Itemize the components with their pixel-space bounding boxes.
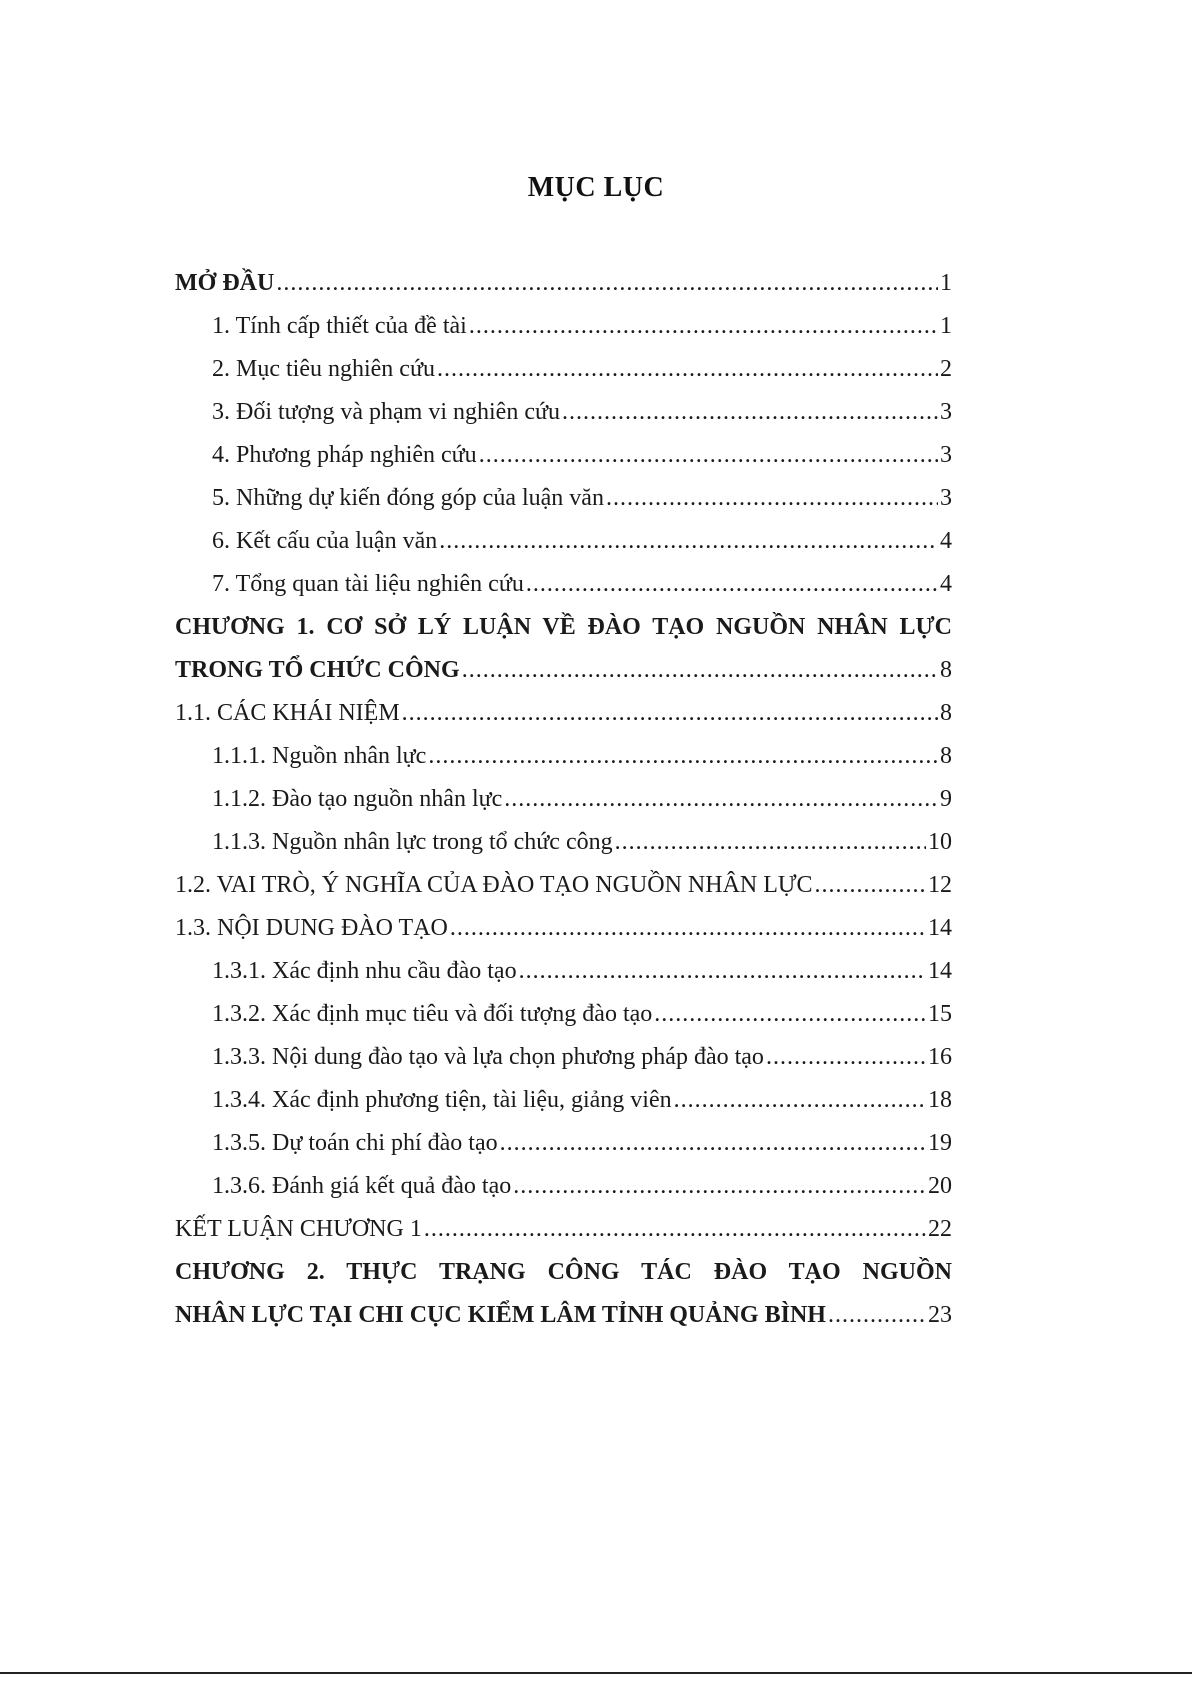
toc-entry-text: KẾT LUẬN CHƯƠNG 1 xyxy=(175,1216,422,1242)
dot-leader xyxy=(437,348,938,391)
toc-entry-text: 7. Tổng quan tài liệu nghiên cứu xyxy=(212,571,524,597)
toc-entry-text: 1.1.3. Nguồn nhân lực trong tổ chức công xyxy=(212,829,613,855)
toc-entry-1-2[interactable] xyxy=(175,864,952,907)
dot-leader xyxy=(562,391,938,434)
toc-page-number: 8 xyxy=(940,700,952,726)
toc-page-number: 16 xyxy=(928,1044,952,1070)
toc-entry-text: 1.3.1. Xác định nhu cầu đào tạo xyxy=(212,958,517,984)
toc-entry-1-3-1[interactable] xyxy=(175,950,952,993)
toc-entry-1-3-5[interactable] xyxy=(175,1122,952,1165)
toc-entry-text: 1.2. VAI TRÒ, Ý NGHĨA CỦA ĐÀO TẠO NGUỒN NHÂN LỰC xyxy=(175,872,813,898)
dot-leader xyxy=(402,692,938,735)
dot-leader xyxy=(424,1208,926,1251)
toc-entry-text: 6. Kết cấu của luận văn xyxy=(212,528,438,554)
toc-page-number: 22 xyxy=(928,1216,952,1242)
dot-leader xyxy=(500,1122,926,1165)
toc-entry-7[interactable] xyxy=(175,563,952,606)
dot-leader xyxy=(469,305,938,348)
dot-leader xyxy=(654,993,926,1036)
toc-page-number: 1 xyxy=(940,313,952,339)
dot-leader xyxy=(615,821,926,864)
toc-page-number: 8 xyxy=(940,657,952,683)
dot-leader xyxy=(519,950,926,993)
toc-entry-text: 1.3.4. Xác định phương tiện, tài liệu, giảng viên xyxy=(212,1087,672,1113)
toc-entry-text: 5. Những dự kiến đóng góp của luận văn xyxy=(212,485,604,511)
dot-leader xyxy=(674,1079,926,1122)
dot-leader xyxy=(276,262,938,305)
toc-page-number: 12 xyxy=(928,872,952,898)
toc-entry-text: 1.1. CÁC KHÁI NIỆM xyxy=(175,700,400,726)
toc-title: MỤC LỤC xyxy=(527,172,665,203)
toc-entry-text: 1.1.1. Nguồn nhân lực xyxy=(212,743,427,769)
toc-page-number: 18 xyxy=(928,1087,952,1113)
toc-entry-text: 1.3.3. Nội dung đào tạo và lựa chọn phương pháp đào tạo xyxy=(212,1044,764,1070)
toc-entry-text: 1.1.2. Đào tạo nguồn nhân lực xyxy=(212,786,503,812)
toc-entry-text: CHƯƠNG 2. THỰC TRẠNG CÔNG TÁC ĐÀO TẠO NGUỒN xyxy=(175,1259,952,1285)
page-bottom-border xyxy=(0,1672,1192,1674)
toc-entry-1-3-2[interactable] xyxy=(175,993,952,1036)
toc-entry-text: CHƯƠNG 1. CƠ SỞ LÝ LUẬN VỀ ĐÀO TẠO NGUỒN NHÂN LỰC xyxy=(175,614,952,640)
toc-entry-1-3-4[interactable] xyxy=(175,1079,952,1122)
toc-entry-3[interactable] xyxy=(175,391,952,434)
toc-page-number: 20 xyxy=(928,1173,952,1199)
toc-page-number: 2 xyxy=(940,356,952,382)
toc-page-number: 3 xyxy=(940,399,952,425)
toc-entry-1[interactable] xyxy=(175,305,952,348)
toc-page-number: 1 xyxy=(940,270,952,296)
toc-entry-text: 1.3.2. Xác định mục tiêu và đối tượng đào tạo xyxy=(212,1001,653,1027)
toc-entry-text: 3. Đối tượng và phạm vi nghiên cứu xyxy=(212,399,560,425)
toc-page-number: 3 xyxy=(940,485,952,511)
dot-leader xyxy=(479,434,938,477)
toc-entry-2[interactable] xyxy=(175,348,952,391)
dot-leader xyxy=(439,520,938,563)
dot-leader xyxy=(513,1165,926,1208)
toc-entry-5[interactable] xyxy=(175,477,952,520)
toc-entry-text: 1.3.5. Dự toán chi phí đào tạo xyxy=(212,1130,498,1156)
toc-entry-1-3-3[interactable] xyxy=(175,1036,952,1079)
toc-entry-1-1[interactable] xyxy=(175,692,952,735)
toc-page-number: 15 xyxy=(928,1001,952,1027)
dot-leader xyxy=(504,778,938,821)
toc-entry-text: 4. Phương pháp nghiên cứu xyxy=(212,442,477,468)
dot-leader xyxy=(766,1036,926,1079)
toc-entry-1-1-1[interactable] xyxy=(175,735,952,778)
toc-page-number: 4 xyxy=(940,571,952,597)
toc-page-number: 14 xyxy=(928,915,952,941)
toc-entry-text: TRONG TỔ CHỨC CÔNG xyxy=(175,657,460,683)
toc-entry-ket-luan-chuong-1[interactable] xyxy=(175,1208,952,1251)
toc-entry-1-3[interactable] xyxy=(175,907,952,950)
toc-page-number: 3 xyxy=(940,442,952,468)
toc-page-number: 19 xyxy=(928,1130,952,1156)
dot-leader xyxy=(526,563,938,606)
toc-entry-text: 1. Tính cấp thiết của đề tài xyxy=(212,313,467,339)
toc-page-number: 8 xyxy=(940,743,952,769)
dot-leader xyxy=(606,477,938,520)
toc-entry-4[interactable] xyxy=(175,434,952,477)
toc-entry-chuong-2-line2[interactable] xyxy=(175,1294,952,1337)
toc-page-number: 10 xyxy=(928,829,952,855)
toc-entry-chuong-2-line1[interactable] xyxy=(175,1251,952,1294)
toc-entry-1-3-6[interactable] xyxy=(175,1165,952,1208)
toc-entry-1-1-2[interactable] xyxy=(175,778,952,821)
dot-leader xyxy=(828,1294,926,1337)
toc-page-number: 4 xyxy=(940,528,952,554)
dot-leader xyxy=(450,907,926,950)
table-of-contents xyxy=(175,262,952,1337)
toc-entry-text: MỞ ĐẦU xyxy=(175,270,275,296)
toc-entry-chuong-1-line1[interactable] xyxy=(175,606,952,649)
toc-entry-text: 1.3. NỘI DUNG ĐÀO TẠO xyxy=(175,915,448,941)
dot-leader xyxy=(815,864,926,907)
toc-entry-chuong-1-line2[interactable] xyxy=(175,649,952,692)
toc-entry-6[interactable] xyxy=(175,520,952,563)
dot-leader xyxy=(462,649,938,692)
toc-page-number: 14 xyxy=(928,958,952,984)
toc-entry-mo-dau[interactable] xyxy=(175,262,952,305)
toc-entry-text: NHÂN LỰC TẠI CHI CỤC KIỂM LÂM TỈNH QUẢNG BÌNH xyxy=(175,1302,826,1328)
dot-leader xyxy=(428,735,938,778)
toc-entry-text: 1.3.6. Đánh giá kết quả đào tạo xyxy=(212,1173,512,1199)
toc-page-number: 23 xyxy=(928,1302,952,1328)
toc-entry-text: 2. Mục tiêu nghiên cứu xyxy=(212,356,435,382)
toc-page-number: 9 xyxy=(940,786,952,812)
toc-entry-1-1-3[interactable] xyxy=(175,821,952,864)
